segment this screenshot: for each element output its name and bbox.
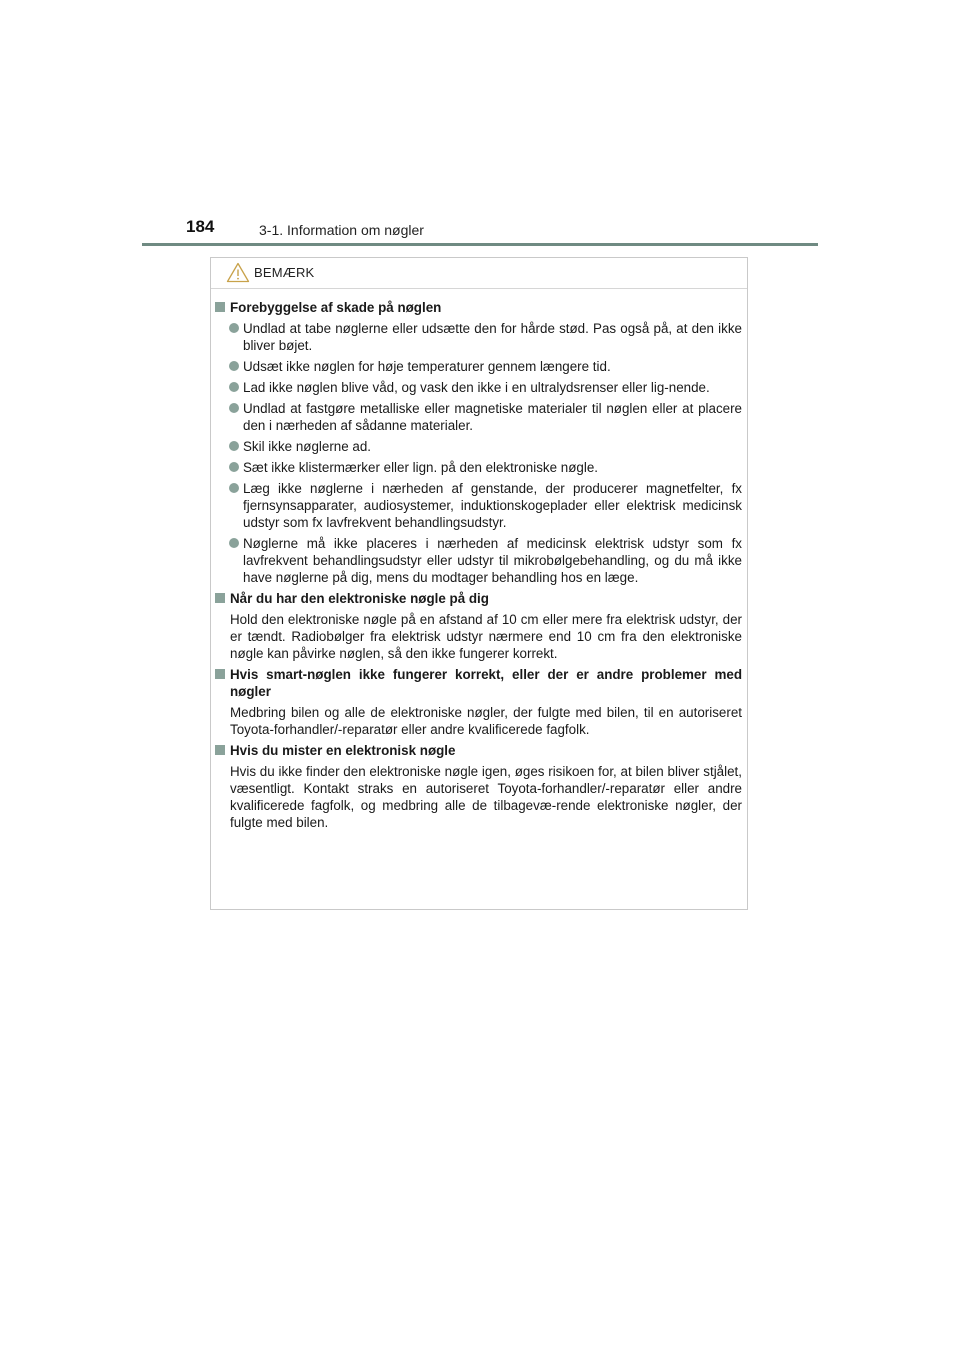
- caution-section: [215, 590, 742, 662]
- round-bullet-icon: [229, 382, 239, 392]
- caution-title: BEMÆRK: [254, 265, 315, 280]
- section-heading: [215, 742, 742, 759]
- list-item-text: Læg ikke nøglerne i nærheden af genstande, der producerer magnetfelter, fx fjernsynsapparater, audiosystemer, induktionskogeplader eller elektrisk medicinsk udstyr som fx lavfrekvent behandlingsudstyr.: [243, 481, 742, 530]
- square-bullet-icon: [215, 302, 225, 312]
- section-text: Hvis du ikke finder den elektroniske nøgle igen, øges risikoen for, at bilen bliver stjålet, væsentligt. Kontakt straks en autoriseret Toyota-forhandler/-reparatør eller andre kvalificerede fagfolk, og medbring alle de tilbagevæ-rende elektroniske nøgler, der fulgte med bilen.: [230, 764, 742, 830]
- header-rule: [142, 243, 818, 246]
- section-heading: [215, 590, 742, 607]
- square-bullet-icon: [215, 669, 225, 679]
- list-item-text: Skil ikke nøglerne ad.: [243, 439, 372, 454]
- caution-section: [215, 299, 742, 586]
- list-item: [215, 379, 742, 396]
- list-item: [215, 535, 742, 586]
- round-bullet-icon: [229, 403, 239, 413]
- section-heading-text: Hvis smart-nøglen ikke fungerer korrekt, eller der er andre problemer med nøgler: [230, 667, 742, 699]
- round-bullet-icon: [229, 483, 239, 493]
- list-item-text: Lad ikke nøglen blive våd, og vask den ikke i en ultralydsrenser eller lig-nende.: [243, 380, 710, 395]
- round-bullet-icon: [229, 462, 239, 472]
- section-heading-text: Hvis du mister en elektronisk nøgle: [230, 743, 456, 758]
- list-item-text: Udsæt ikke nøglen for høje temperaturer gennem længere tid.: [243, 359, 611, 374]
- section-heading: [215, 299, 742, 316]
- square-bullet-icon: [215, 745, 225, 755]
- list-item: [215, 438, 742, 455]
- section-title: 3-1. Information om nøgler: [259, 222, 424, 238]
- round-bullet-icon: [229, 538, 239, 548]
- list-item-text: Undlad at tabe nøglerne eller udsætte den for hårde stød. Pas også på, at den ikke bliver bøjet.: [243, 321, 742, 353]
- round-bullet-icon: [229, 361, 239, 371]
- section-text: Hold den elektroniske nøgle på en afstand af 10 cm eller mere fra elektrisk udstyr, der er tændt. Radiobølger fra elektrisk udstyr nærmere end 10 cm fra den elektroniske nøgle kan påvirke nøglen, så den ikke fungerer korrekt.: [230, 612, 742, 661]
- list-item: [215, 459, 742, 476]
- list-item: [215, 320, 742, 354]
- list-item: [215, 400, 742, 434]
- caution-section: [215, 742, 742, 831]
- section-text: Medbring bilen og alle de elektroniske nøgler, der fulgte med bilen, til en autoriseret Toyota-forhandler/-reparatør eller andre kvalificerede fagfolk.: [230, 705, 742, 737]
- list-item-text: Nøglerne må ikke placeres i nærheden af medicinsk elektrisk udstyr som fx lavfrekvent behandlingsudstyr eller udstyr til mikrobølgebehandling, og du må ikke have nøglerne på dig, mens du modtager behandling hos en læge.: [243, 536, 742, 585]
- list-item-text: Sæt ikke klistermærker eller lign. på den elektroniske nøgle.: [243, 460, 598, 475]
- section-heading-text: Forebyggelse af skade på nøglen: [230, 300, 442, 315]
- list-item: [215, 358, 742, 375]
- caution-section: [215, 666, 742, 738]
- list-item-text: Undlad at fastgøre metalliske eller magnetiske materialer til nøglen eller at placere den i nærheden af sådanne materialer.: [243, 401, 742, 433]
- square-bullet-icon: [215, 593, 225, 603]
- list-item: [215, 480, 742, 531]
- round-bullet-icon: [229, 323, 239, 333]
- section-heading-text: Når du har den elektroniske nøgle på dig: [230, 591, 489, 606]
- caution-body: [211, 289, 747, 831]
- caution-header: [211, 258, 747, 289]
- round-bullet-icon: [229, 441, 239, 451]
- bullet-list: [215, 320, 742, 586]
- warning-triangle-icon: [226, 262, 250, 283]
- caution-box: [210, 257, 748, 910]
- page-number: 184: [186, 217, 215, 236]
- section-heading: [215, 666, 742, 700]
